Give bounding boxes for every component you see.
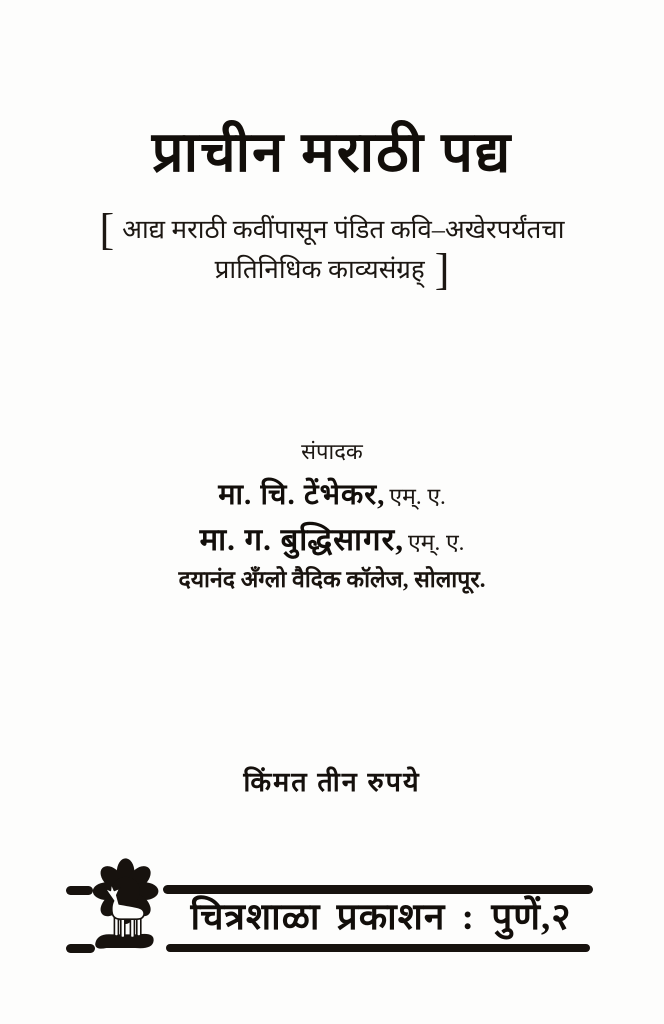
editor-name: मा. चि. टेंभेकर, [218, 479, 386, 511]
subtitle-line-2 [0, 245, 664, 294]
subtitle [0, 205, 664, 294]
close-bracket: ] [434, 245, 450, 294]
editor-degree: एम्. ए. [389, 484, 446, 509]
subtitle-line-1 [0, 205, 664, 254]
imprint-rule-bottom [166, 944, 590, 952]
editor-line [0, 474, 664, 513]
publisher-logo-deer-icon [84, 856, 164, 960]
editor-degree: एम्. ए. [407, 530, 465, 555]
subtitle-text-2: प्रातिनिधिक काव्यसंग्रह् [214, 255, 425, 284]
open-bracket: [ [99, 205, 115, 254]
subtitle-text-1: आद्य मराठी कवींपासून पंडित कवि–अखेरपर्यंतचा [122, 215, 565, 244]
publisher-name: चित्रशाळा प्रकाशन : पुणें,२ [190, 897, 572, 938]
editor-affiliation: दयानंद अँग्लो वैदिक कॉलेज, सोलापूर. [178, 567, 486, 592]
editor-name: मा. ग. बुद्धिसागर, [199, 522, 404, 557]
publisher-imprint-box [0, 856, 664, 968]
price-text: किंमत तीन रुपये [243, 767, 421, 797]
editor-heading: संपादक [301, 439, 363, 464]
page-title: प्राचीन मराठी पद्य [151, 122, 513, 184]
editor-line [0, 518, 664, 560]
